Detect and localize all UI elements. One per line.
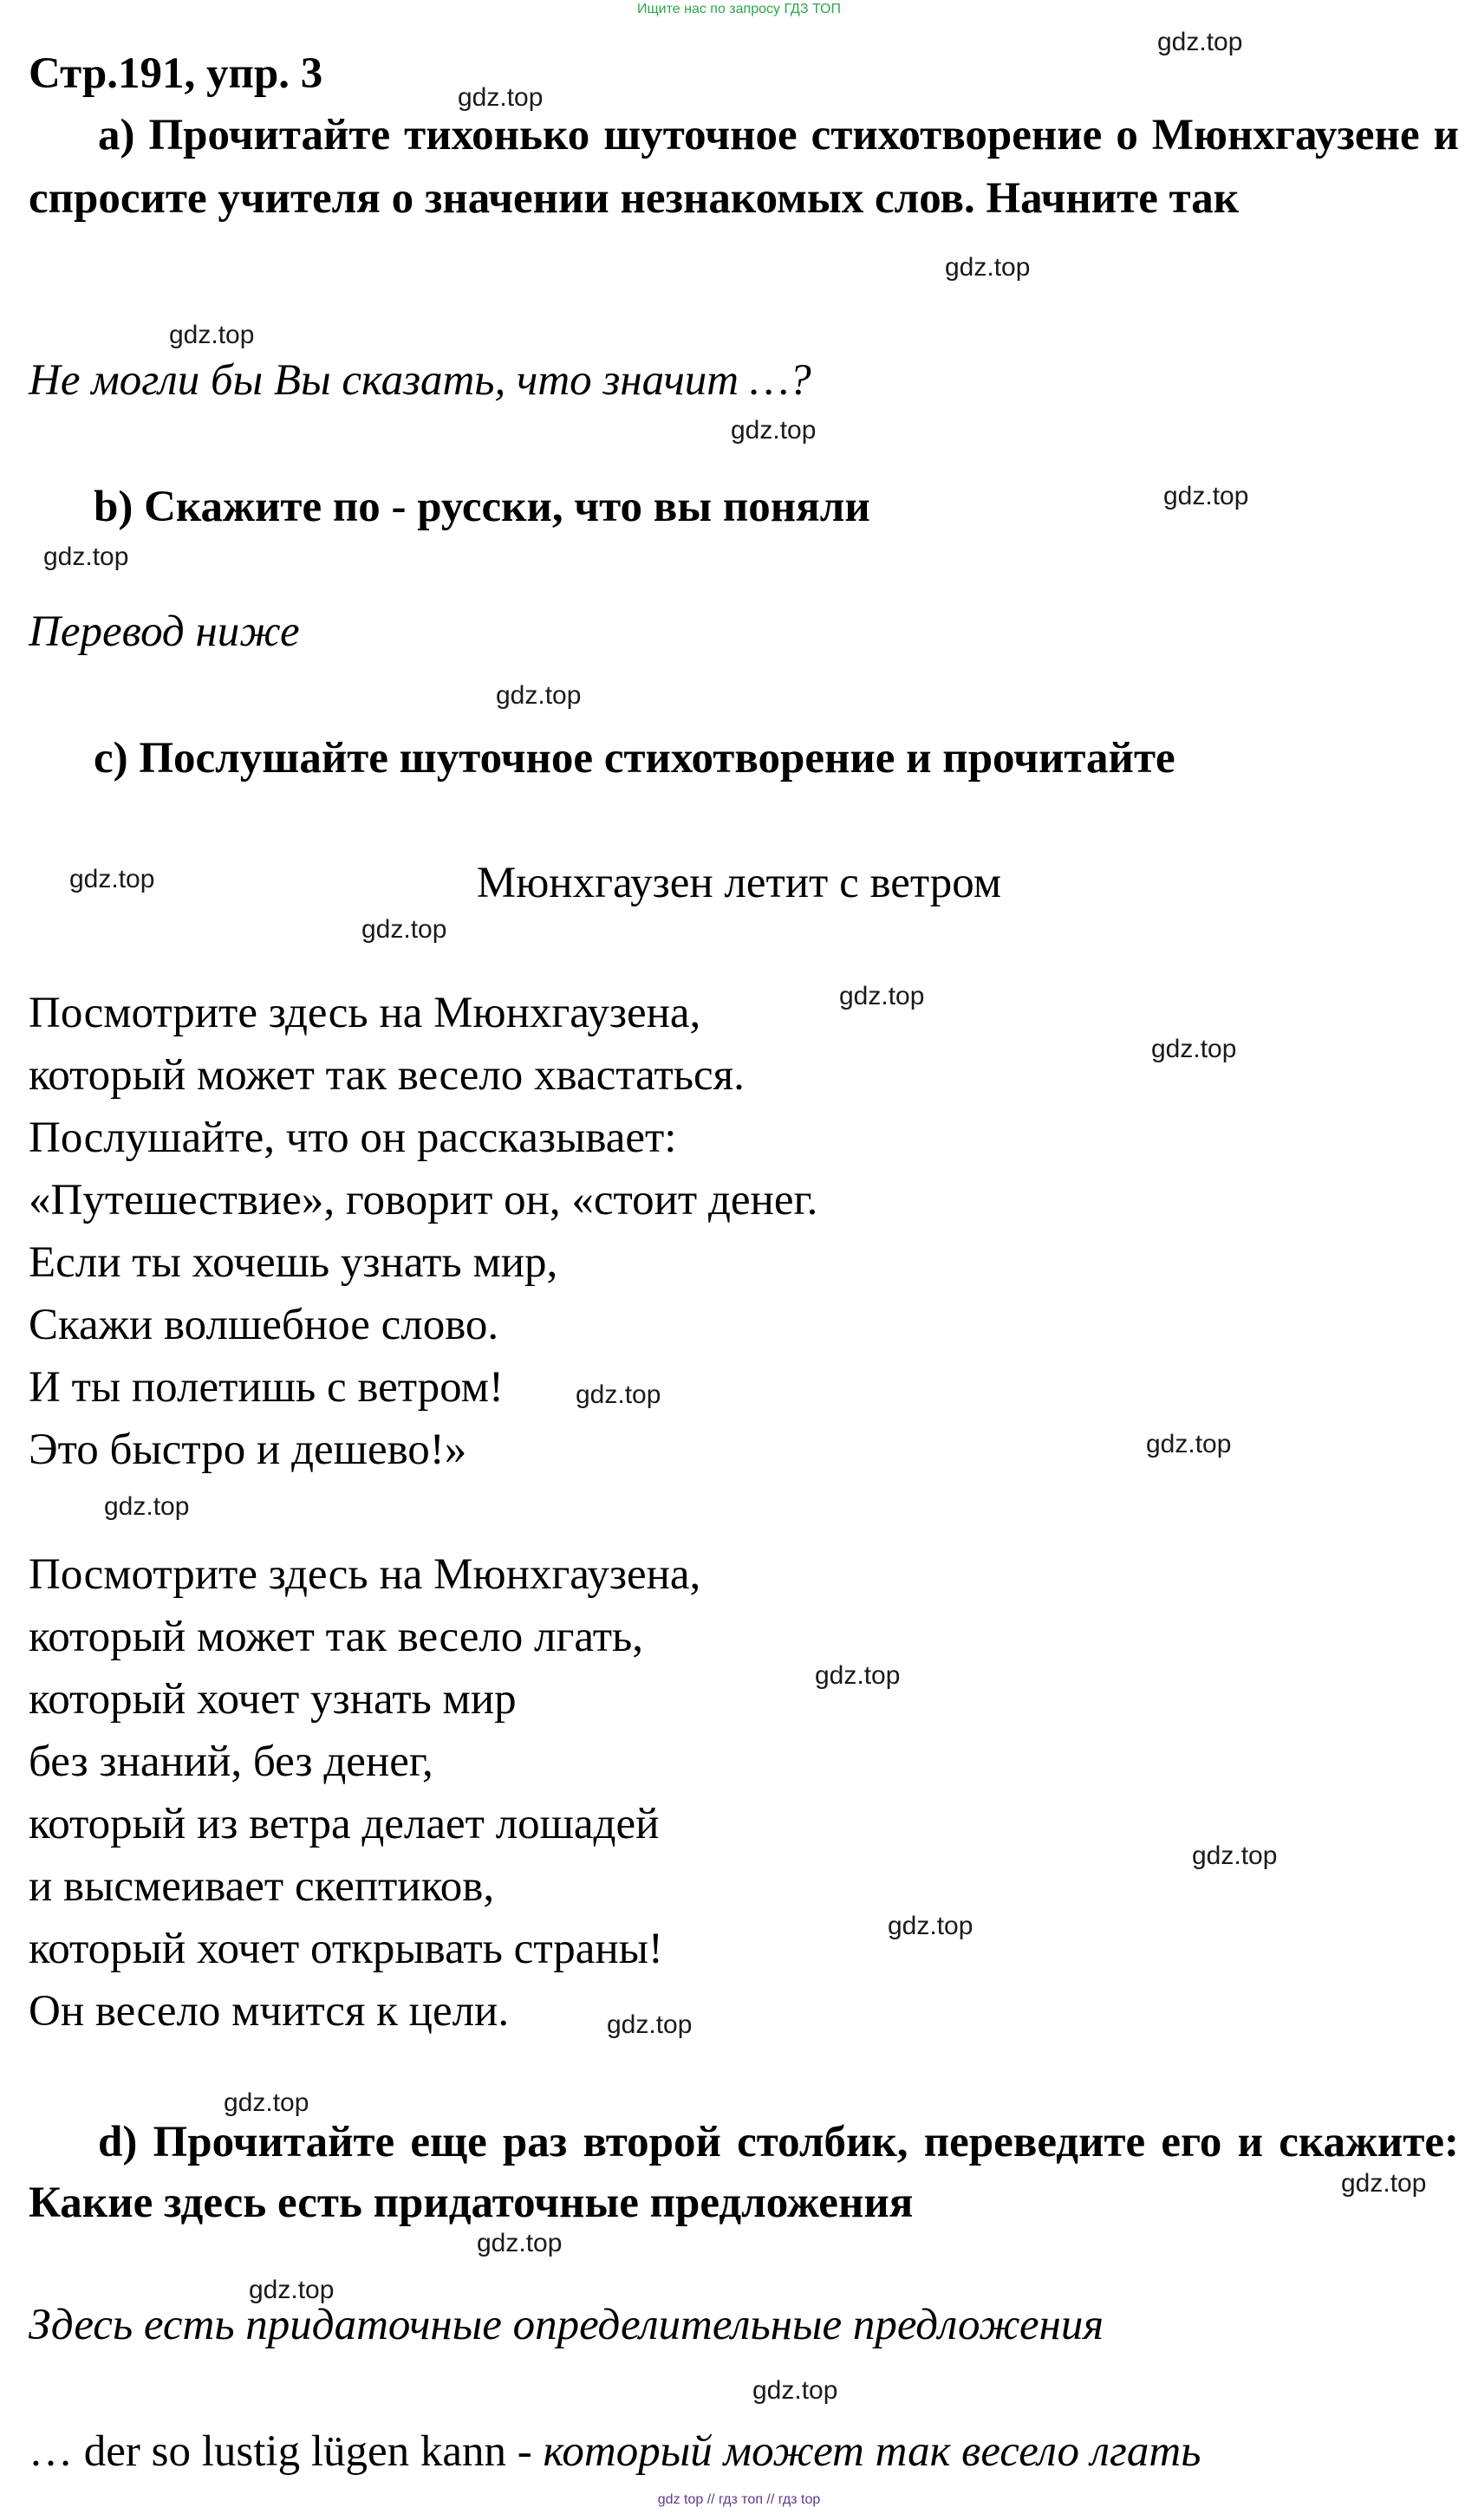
watermark: gdz.top (458, 83, 544, 112)
watermark: gdz.top (1157, 28, 1243, 56)
answer-d: Здесь есть придаточные определительные предложения (29, 2301, 1104, 2349)
poem-title: Мюнхгаузен летит с ветром (476, 859, 1002, 907)
watermark: gdz.top (815, 1661, 901, 1690)
watermark: gdz.top (69, 865, 155, 893)
poem-line: И ты полетишь с ветром! (29, 1363, 504, 1412)
watermark: gdz.top (224, 2088, 309, 2117)
watermark: gdz.top (576, 1380, 661, 1409)
poem-line: Он весело мчится к цели. (29, 1987, 510, 2036)
poem-line: Скажи волшебное слово. (29, 1301, 499, 1349)
watermark: gdz.top (731, 416, 817, 445)
watermark: gdz.top (1151, 1035, 1237, 1063)
poem-line: и высмеивает скептиков, (29, 1862, 495, 1911)
poem-line: который может так весело хвастаться. (29, 1051, 745, 1100)
poem-line: Послушайте, что он рассказывает: (29, 1114, 677, 1162)
watermark: gdz.top (752, 2376, 838, 2405)
watermark: gdz.top (945, 253, 1031, 282)
task-d: d) Прочитайте еще раз второй столбик, переведите его и скажите: Какие здесь есть придаточные предложения (29, 2118, 1459, 2227)
example-german: … der so lustig lügen kann - (29, 2427, 544, 2476)
task-c: c) Послушайте шуточное стихотворение и прочитайте (94, 734, 1175, 783)
watermark: gdz.top (607, 2010, 693, 2039)
watermark: gdz.top (496, 681, 582, 710)
example-line (29, 2426, 1201, 2477)
watermark: gdz.top (888, 1912, 973, 1940)
watermark: gdz.top (1341, 2169, 1427, 2198)
watermark: gdz.top (839, 982, 925, 1010)
poem-line: без знаний, без денег, (29, 1737, 433, 1786)
page-title: Стр.191, упр. 3 (29, 49, 323, 98)
watermark: gdz.top (1163, 482, 1249, 510)
answer-a: Не могли бы Вы сказать, что значит …? (29, 356, 811, 405)
poem-line: Посмотрите здесь на Мюнхгаузена, (29, 989, 701, 1037)
poem-line: который может так весело лгать, (29, 1613, 644, 1661)
poem-line: Если ты хочешь узнать мир, (29, 1238, 558, 1287)
watermark: gdz.top (477, 2229, 563, 2257)
task-b: b) Скажите по - русски, что вы поняли (94, 483, 870, 531)
watermark: gdz.top (1192, 1841, 1278, 1870)
watermark: gdz.top (1146, 1430, 1232, 1458)
poem-line: Посмотрите здесь на Мюнхгаузена, (29, 1550, 701, 1599)
poem-line: который хочет узнать мир (29, 1675, 517, 1724)
task-a: a) Прочитайте тихонько шуточное стихотворение о Мюнхгаузене и спросите учителя о значении незнакомых слов. Начните так (29, 111, 1459, 223)
poem-line: «Путешествие», говорит он, «стоит денег. (29, 1176, 818, 1224)
bottom-note: gdz top // гдз топ // гдз top (657, 2492, 821, 2507)
watermark: gdz.top (361, 915, 447, 944)
poem-line: который из ветра делает лошадей (29, 1800, 660, 1848)
watermark: gdz.top (169, 321, 255, 349)
watermark: gdz.top (43, 542, 129, 571)
poem-line: который хочет открывать страны! (29, 1925, 663, 1973)
answer-b: Перевод ниже (29, 607, 300, 656)
example-russian: который может так весело лгать (543, 2427, 1201, 2476)
top-search-note: Ищите нас по запросу ГДЗ ТОП (637, 2, 841, 16)
poem-line: Это быстро и дешево!» (29, 1426, 467, 1474)
watermark: gdz.top (249, 2276, 335, 2304)
watermark: gdz.top (104, 1492, 190, 1521)
